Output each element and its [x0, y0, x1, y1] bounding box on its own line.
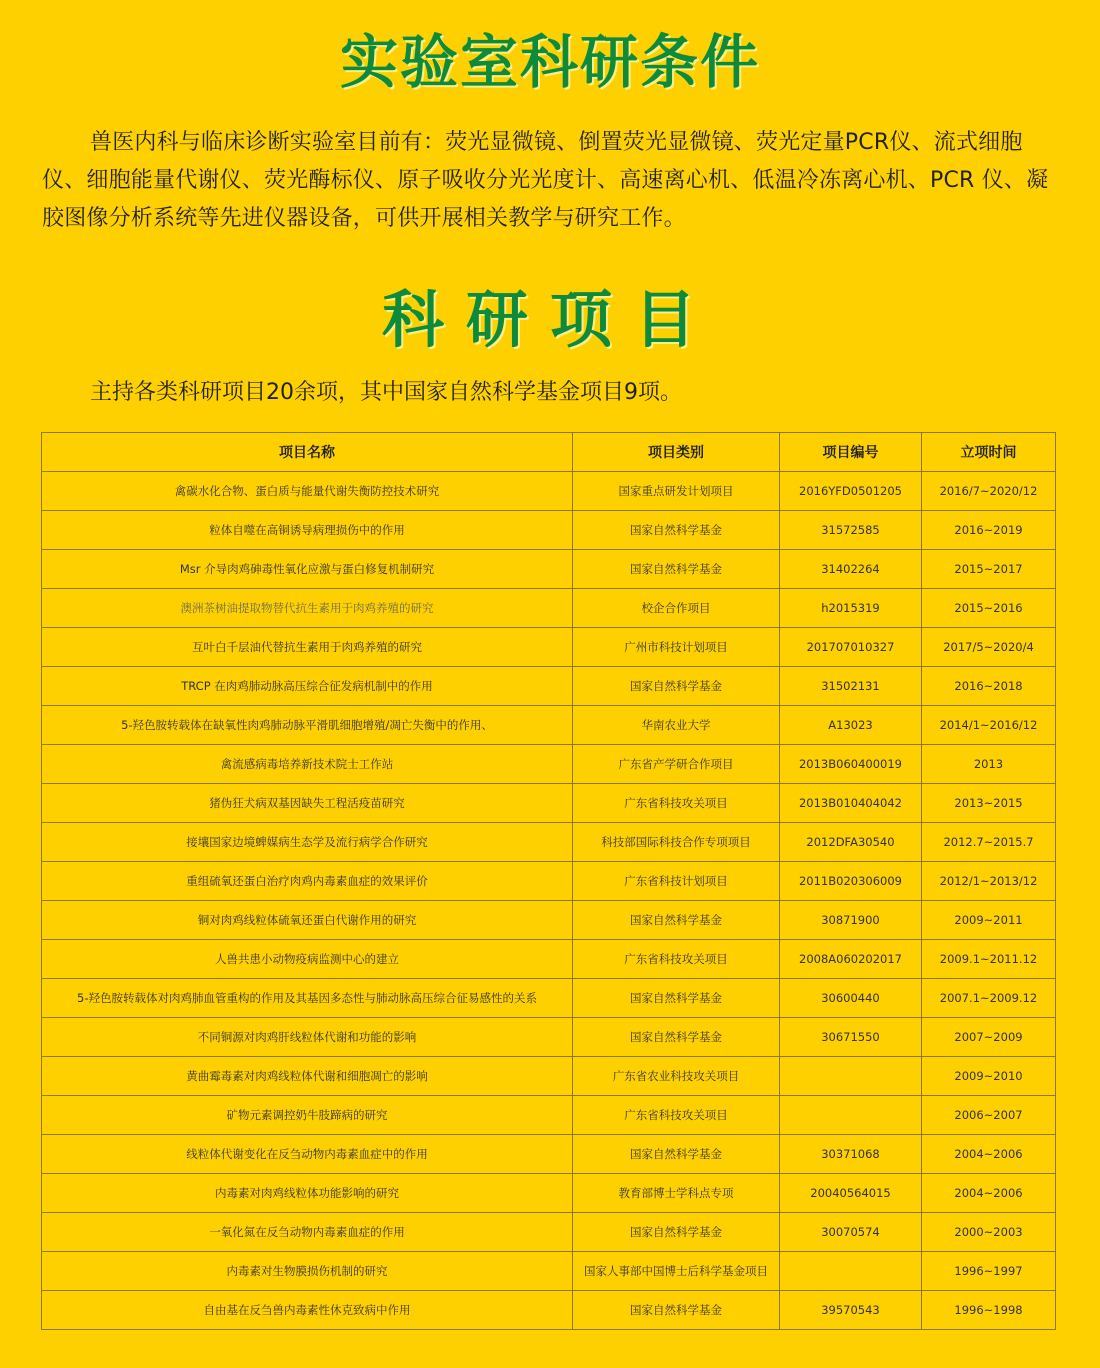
- cell-project-code: 30871900: [780, 901, 922, 940]
- cell-project-code: 2011B020306009: [780, 862, 922, 901]
- cell-project-period: 1996~1998: [922, 1291, 1056, 1330]
- cell-project-category: 广东省科技攻关项目: [573, 1096, 780, 1135]
- table-row: [42, 1057, 1056, 1096]
- cell-project-category: 广东省科技计划项目: [573, 862, 780, 901]
- cell-project-period: 2014/1~2016/12: [922, 706, 1056, 745]
- cell-project-category: 国家自然科学基金: [573, 1135, 780, 1174]
- cell-project-category: 国家自然科学基金: [573, 667, 780, 706]
- header-project-name: 项目名称: [42, 433, 573, 472]
- cell-project-name: 矿物元素调控奶牛肢蹄病的研究: [42, 1096, 573, 1135]
- cell-project-code: 31572585: [780, 511, 922, 550]
- cell-project-name: 自由基在反刍兽内毒素性休克致病中作用: [42, 1291, 573, 1330]
- table-header-row: [42, 433, 1056, 472]
- cell-project-name: 重组硫氧还蛋白治疗肉鸡内毒素血症的效果评价: [42, 862, 573, 901]
- table-row: [42, 901, 1056, 940]
- cell-project-name: 猪伪狂犬病双基因缺失工程活疫苗研究: [42, 784, 573, 823]
- table-row: [42, 979, 1056, 1018]
- cell-project-name: 内毒素对生物膜损伤机制的研究: [42, 1252, 573, 1291]
- table-row: [42, 589, 1056, 628]
- table-row: [42, 862, 1056, 901]
- cell-project-period: 2012/1~2013/12: [922, 862, 1056, 901]
- cell-project-period: 2009~2011: [922, 901, 1056, 940]
- cell-project-name: 5-羟色胺转载体在缺氧性肉鸡肺动脉平滑肌细胞增殖/凋亡失衡中的作用、: [42, 706, 573, 745]
- header-project-period: 立项时间: [922, 433, 1056, 472]
- cell-project-code: 2016YFD0501205: [780, 472, 922, 511]
- cell-project-code: 2008A060202017: [780, 940, 922, 979]
- table-row: [42, 940, 1056, 979]
- cell-project-period: 2015~2016: [922, 589, 1056, 628]
- projects-table-body: [42, 472, 1056, 1330]
- cell-project-category: 华南农业大学: [573, 706, 780, 745]
- cell-project-period: 2000~2003: [922, 1213, 1056, 1252]
- cell-project-period: 2016~2019: [922, 511, 1056, 550]
- cell-project-code: 39570543: [780, 1291, 922, 1330]
- cell-project-code: 30070574: [780, 1213, 922, 1252]
- cell-project-name: 人兽共患小动物疫病监测中心的建立: [42, 940, 573, 979]
- cell-project-code: 30671550: [780, 1018, 922, 1057]
- cell-project-period: 2009~2010: [922, 1057, 1056, 1096]
- cell-project-code: h2015319: [780, 589, 922, 628]
- cell-project-period: 2015~2017: [922, 550, 1056, 589]
- header-project-code: 项目编号: [780, 433, 922, 472]
- lab-equipment-paragraph: 兽医内科与临床诊断实验室目前有：荧光显微镜、倒置荧光显微镜、荧光定量PCR仪、流式细胞仪、细胞能量代谢仪、荧光酶标仪、原子吸收分光光度计、高速离心机、低温冷冻离心机、PCR 仪、凝胶图像分析系统等先进仪器设备，可供开展相关教学与研究工作。: [42, 130, 1049, 231]
- cell-project-category: 广州市科技计划项目: [573, 628, 780, 667]
- cell-project-period: 2007~2009: [922, 1018, 1056, 1057]
- cell-project-name: 铜对肉鸡线粒体硫氧还蛋白代谢作用的研究: [42, 901, 573, 940]
- cell-project-code: 201707010327: [780, 628, 922, 667]
- cell-project-period: 2013: [922, 745, 1056, 784]
- cell-project-category: 广东省科技攻关项目: [573, 940, 780, 979]
- cell-project-period: 2016/7~2020/12: [922, 472, 1056, 511]
- cell-project-category: 国家自然科学基金: [573, 511, 780, 550]
- cell-project-name: 线粒体代谢变化在反刍动物内毒素血症中的作用: [42, 1135, 573, 1174]
- table-row: [42, 1174, 1056, 1213]
- table-row: [42, 1018, 1056, 1057]
- cell-project-name: 5-羟色胺转载体对肉鸡肺血管重构的作用及其基因多态性与肺动脉高压综合征易感性的关系: [42, 979, 573, 1018]
- table-row: [42, 667, 1056, 706]
- cell-project-period: 2012.7~2015.7: [922, 823, 1056, 862]
- cell-project-category: 广东省产学研合作项目: [573, 745, 780, 784]
- cell-project-code: 30371068: [780, 1135, 922, 1174]
- cell-project-category: 广东省农业科技攻关项目: [573, 1057, 780, 1096]
- table-row: [42, 1252, 1056, 1291]
- table-row: [42, 472, 1056, 511]
- table-row: [42, 1135, 1056, 1174]
- cell-project-code: 2012DFA30540: [780, 823, 922, 862]
- cell-project-code: 20040564015: [780, 1174, 922, 1213]
- research-projects-title: 科研项目: [381, 283, 718, 356]
- cell-project-name: 互叶白千层油代替抗生素用于肉鸡养殖的研究: [42, 628, 573, 667]
- table-row: [42, 706, 1056, 745]
- cell-project-code: 30600440: [780, 979, 922, 1018]
- cell-project-name: 禽碳水化合物、蛋白质与能量代谢失衡防控技术研究: [42, 472, 573, 511]
- cell-project-period: 2009.1~2011.12: [922, 940, 1056, 979]
- cell-project-name: TRCP 在肉鸡肺动脉高压综合征发病机制中的作用: [42, 667, 573, 706]
- cell-project-name: 不同铜源对肉鸡肝线粒体代谢和功能的影响: [42, 1018, 573, 1057]
- projects-summary: 主持各类科研项目20余项，其中国家自然科学基金项目9项。: [90, 380, 682, 405]
- cell-project-name: Msr 介导肉鸡砷毒性氧化应激与蛋白修复机制研究: [42, 550, 573, 589]
- cell-project-period: 2007.1~2009.12: [922, 979, 1056, 1018]
- table-row: [42, 628, 1056, 667]
- cell-project-category: 校企合作项目: [573, 589, 780, 628]
- table-row: [42, 550, 1056, 589]
- cell-project-code: 2013B010404042: [780, 784, 922, 823]
- cell-project-name: 澳洲茶树油提取物替代抗生素用于肉鸡养殖的研究: [42, 589, 573, 628]
- cell-project-period: 2004~2006: [922, 1174, 1056, 1213]
- cell-project-code: [780, 1057, 922, 1096]
- cell-project-code: [780, 1096, 922, 1135]
- cell-project-category: 国家自然科学基金: [573, 1213, 780, 1252]
- cell-project-category: 科技部国际科技合作专项项目: [573, 823, 780, 862]
- table-row: [42, 1291, 1056, 1330]
- cell-project-category: 国家重点研发计划项目: [573, 472, 780, 511]
- table-row: [42, 511, 1056, 550]
- cell-project-category: 国家自然科学基金: [573, 979, 780, 1018]
- cell-project-name: 粒体自噬在高铜诱导病理损伤中的作用: [42, 511, 573, 550]
- cell-project-code: 31402264: [780, 550, 922, 589]
- table-row: [42, 1213, 1056, 1252]
- cell-project-name: 接壤国家边境蜱媒病生态学及流行病学合作研究: [42, 823, 573, 862]
- cell-project-category: 国家自然科学基金: [573, 1018, 780, 1057]
- cell-project-code: [780, 1252, 922, 1291]
- cell-project-category: 国家自然科学基金: [573, 901, 780, 940]
- cell-project-name: 黄曲霉毒素对肉鸡线粒体代谢和细胞凋亡的影响: [42, 1057, 573, 1096]
- cell-project-period: 2017/5~2020/4: [922, 628, 1056, 667]
- cell-project-category: 广东省科技攻关项目: [573, 784, 780, 823]
- table-row: [42, 745, 1056, 784]
- cell-project-period: 2013~2015: [922, 784, 1056, 823]
- cell-project-category: 国家自然科学基金: [573, 550, 780, 589]
- cell-project-code: 31502131: [780, 667, 922, 706]
- cell-project-period: 1996~1997: [922, 1252, 1056, 1291]
- cell-project-period: 2016~2018: [922, 667, 1056, 706]
- cell-project-period: 2006~2007: [922, 1096, 1056, 1135]
- cell-project-code: A13023: [780, 706, 922, 745]
- header-project-category: 项目类别: [573, 433, 780, 472]
- cell-project-name: 一氧化氮在反刍动物内毒素血症的作用: [42, 1213, 573, 1252]
- projects-table: [41, 432, 1056, 1330]
- cell-project-period: 2004~2006: [922, 1135, 1056, 1174]
- lab-conditions-title: 实验室科研条件: [339, 28, 760, 96]
- cell-project-name: 内毒素对肉鸡线粒体功能影响的研究: [42, 1174, 573, 1213]
- cell-project-code: 2013B060400019: [780, 745, 922, 784]
- table-row: [42, 823, 1056, 862]
- table-row: [42, 784, 1056, 823]
- table-row: [42, 1096, 1056, 1135]
- cell-project-category: 国家自然科学基金: [573, 1291, 780, 1330]
- cell-project-category: 教育部博士学科点专项: [573, 1174, 780, 1213]
- cell-project-category: 国家人事部中国博士后科学基金项目: [573, 1252, 780, 1291]
- cell-project-name: 禽流感病毒培养新技术院士工作站: [42, 745, 573, 784]
